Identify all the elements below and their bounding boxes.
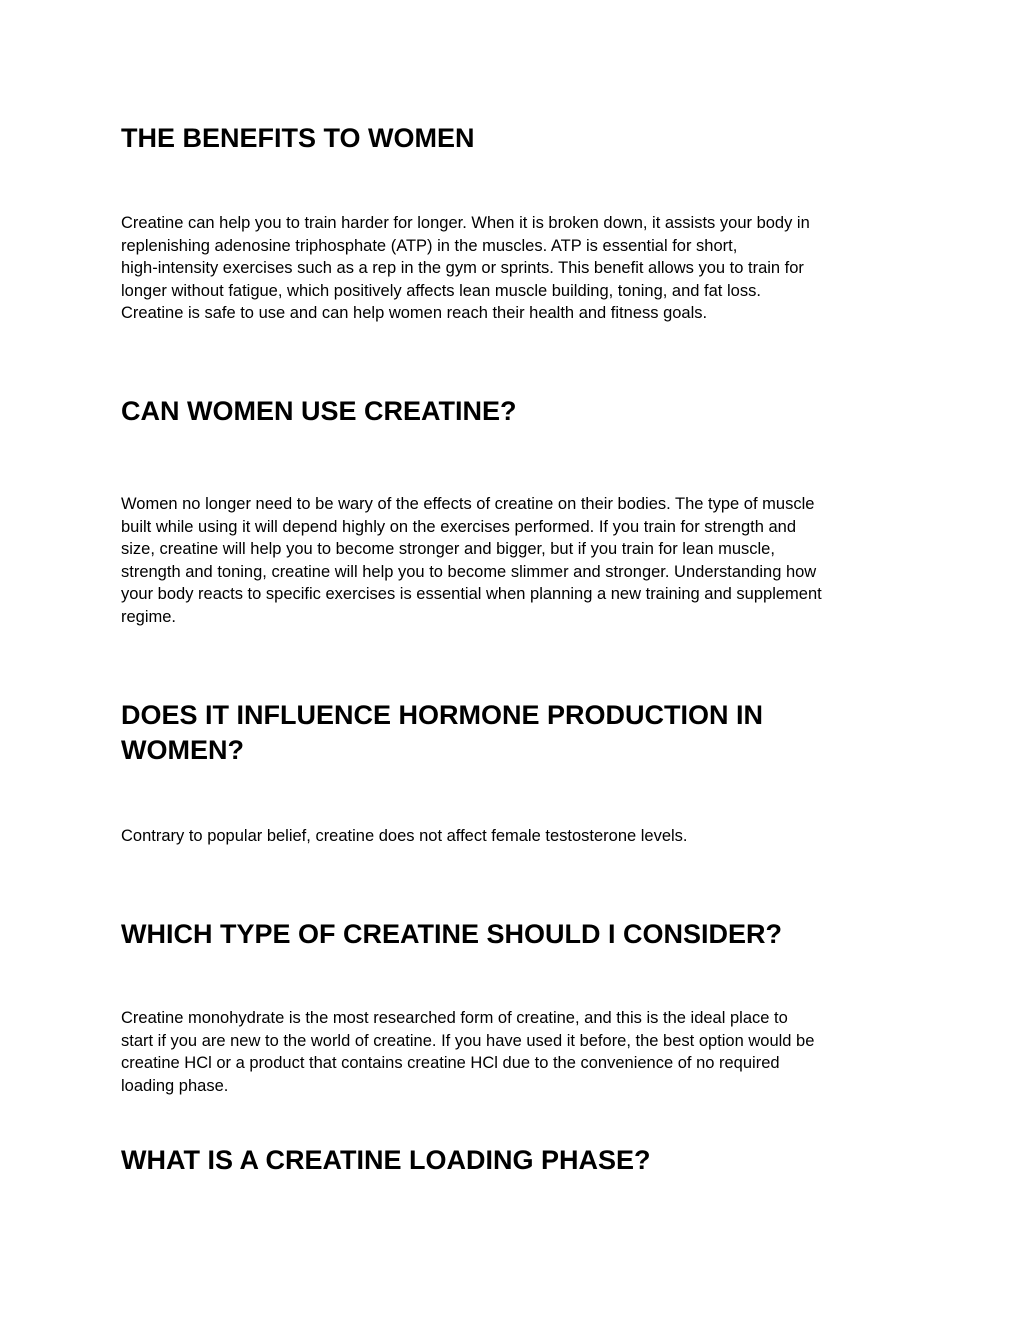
section-heading-benefits: THE BENEFITS TO WOMEN — [121, 123, 475, 153]
paragraph-can-women-use — [121, 493, 911, 629]
paragraph-line: loading phase. — [121, 1076, 229, 1095]
heading-line: DOES IT INFLUENCE HORMONE PRODUCTION IN — [121, 700, 764, 730]
paragraph-line: Creatine monohydrate is the most researched form of creatine, and this is the ideal place to — [121, 1009, 788, 1027]
paragraph-line: start if you are new to the world of creatine. If you have used it before, the best option would be — [121, 1031, 815, 1050]
section-heading-loading-phase: WHAT IS A CREATINE LOADING PHASE? — [121, 1145, 651, 1175]
paragraph-line: Creatine can help you to train harder for longer. When it is broken down, it assists your body in — [121, 214, 810, 232]
paragraph-line: high-intensity exercises such as a rep in the gym or sprints. This benefit allows you to train for — [121, 259, 804, 278]
section-heading-which-type: WHICH TYPE OF CREATINE SHOULD I CONSIDER? — [121, 919, 783, 949]
paragraph-line: Women no longer need to be wary of the effects of creatine on their bodies. The type of muscle — [121, 495, 815, 513]
heading-line: WOMEN? — [121, 735, 244, 765]
paragraph-line: regime. — [121, 607, 177, 626]
paragraph-line: Creatine is safe to use and can help women reach their health and fitness goals. — [121, 304, 708, 323]
paragraph-hormone-production — [121, 825, 911, 848]
paragraph-line: replenishing adenosine triphosphate (ATP) in the muscles. ATP is essential for short, — [121, 236, 738, 255]
paragraph-line: Contrary to popular belief, creatine does not affect female testosterone levels. — [121, 827, 688, 845]
paragraph-which-type — [121, 1007, 911, 1097]
paragraph-line: size, creatine will help you to become stronger and bigger, but if you train for lean muscle, — [121, 540, 775, 559]
paragraph-line: creatine HCl or a product that contains creatine HCl due to the convenience of no required — [121, 1054, 780, 1073]
paragraph-benefits — [121, 212, 911, 325]
section-heading-can-women-use: CAN WOMEN USE CREATINE? — [121, 396, 517, 426]
paragraph-line: built while using it will depend highly on the exercises performed. If you train for strength and — [121, 517, 797, 536]
paragraph-line: longer without fatigue, which positively affects lean muscle building, toning, and fat loss. — [121, 281, 761, 300]
paragraph-line: your body reacts to specific exercises is essential when planning a new training and supplement — [121, 585, 822, 604]
section-heading-hormone-production — [121, 698, 911, 768]
paragraph-line: strength and toning, creatine will help you to become slimmer and stronger. Understanding how — [121, 562, 817, 581]
